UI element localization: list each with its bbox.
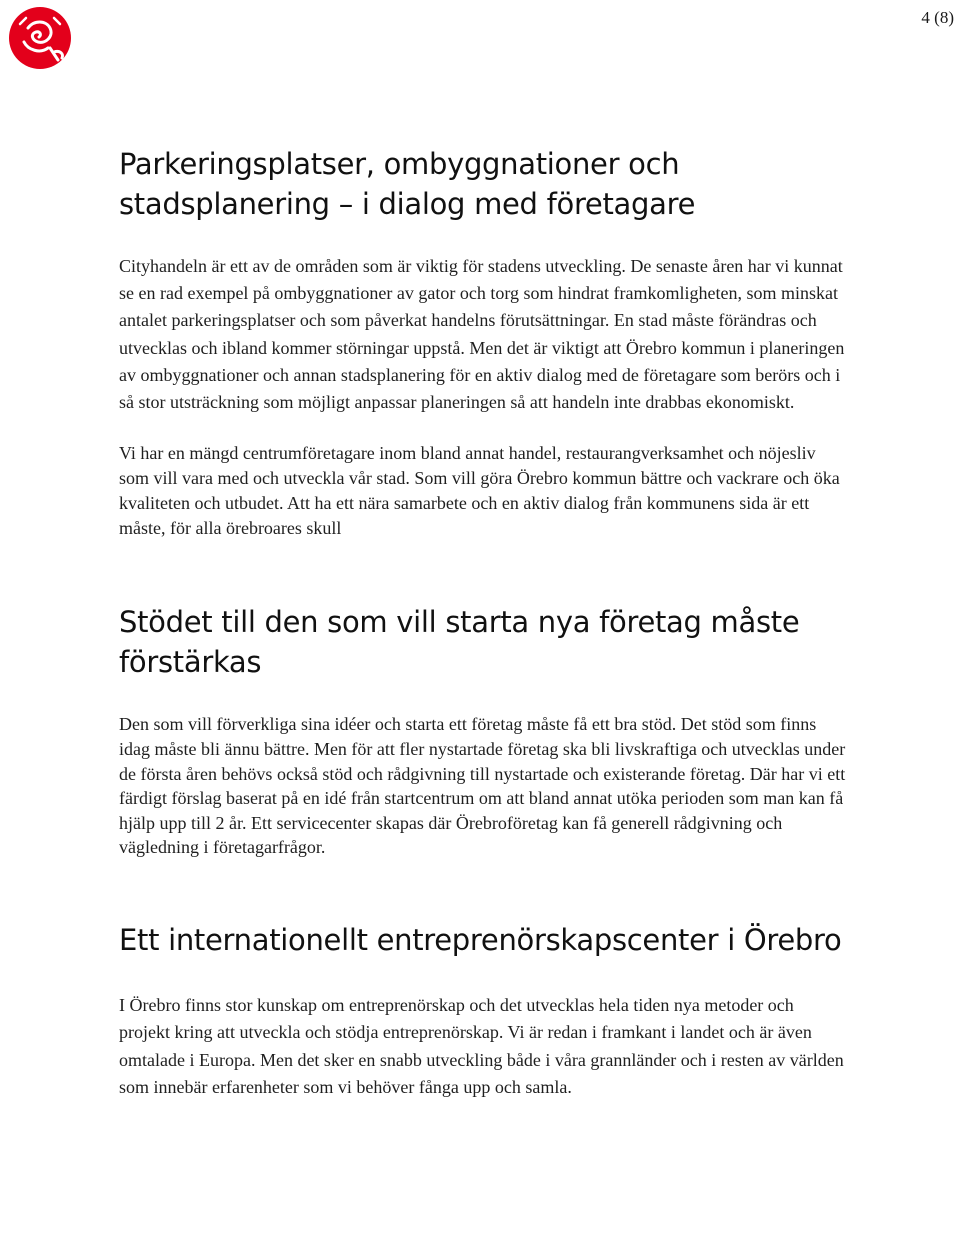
section-heading: Ett internationellt entreprenörskapscenter i Örebro xyxy=(119,922,842,957)
body-paragraph: Cityhandeln är ett av de områden som är viktig för stadens utveckling. De senaste åren har vi kunnat se en rad exempel på ombyggnationer av gator och torg som hindrat framkomligheten, som minskat antalet parkeringsplatser och som påverkat handelns förutsättningar. En stad måste förändras och utvecklas och ibland kommer störningar uppstå. Men det är viktigt att Örebro kommun i planeringen av ombyggnationer och annan stadsplanering för en aktiv dialog med de företagare som berörs och i så stor utsträckning som möjligt anpassar planeringen så att handeln inte drabbas ekonomiskt. xyxy=(119,256,845,413)
party-logo xyxy=(6,4,74,72)
page-number: 4 (8) xyxy=(921,8,954,27)
red-rose-logo-icon xyxy=(6,4,74,72)
document-body xyxy=(119,142,849,1101)
body-paragraph: Vi har en mängd centrumföretagare inom bland annat handel, restaurangverksamhet och nöjesliv som vill vara med och utveckla vår stad. Som vill göra Örebro kommun bättre och vackrare och öka kvaliteten och utbudet. Att ha ett nära samarbete och en aktiv dialog från kommunens sida är ett måste, för alla örebroares skull xyxy=(119,443,840,538)
section-heading: Stödet till den som vill starta nya företag måste förstärkas xyxy=(119,605,800,680)
body-paragraph: I Örebro finns stor kunskap om entreprenörskap och det utvecklas hela tiden nya metoder och projekt kring att utveckla och stödja entreprenörskap. Vi är redan i framkant i landet och är även omtalade i Europa. Men det sker en snabb utveckling både i våra grannländer och i resten av världen som innebär erfarenheter som vi behöver fånga upp och samla. xyxy=(119,994,844,1097)
section-heading: Parkeringsplatser, ombyggnationer och stadsplanering – i dialog med företagare xyxy=(119,147,696,221)
body-paragraph: Den som vill förverkliga sina idéer och starta ett företag måste få ett bra stöd. Det stöd som finns idag måste bli ännu bättre. Men för att fler nystartade företag ska bli livskraftiga och utvecklas under de första åren behövs också stöd och rådgivning till nystartade och existerande företag. Där har vi ett färdigt förslag baserat på en idé från startcentrum om att bland annat utöka perioden som man kan få hjälp upp till 2 år. Ett servicecenter skapas där Örebroföretag kan få generell rådgivning och vägledning i företagarfrågor. xyxy=(119,714,846,858)
